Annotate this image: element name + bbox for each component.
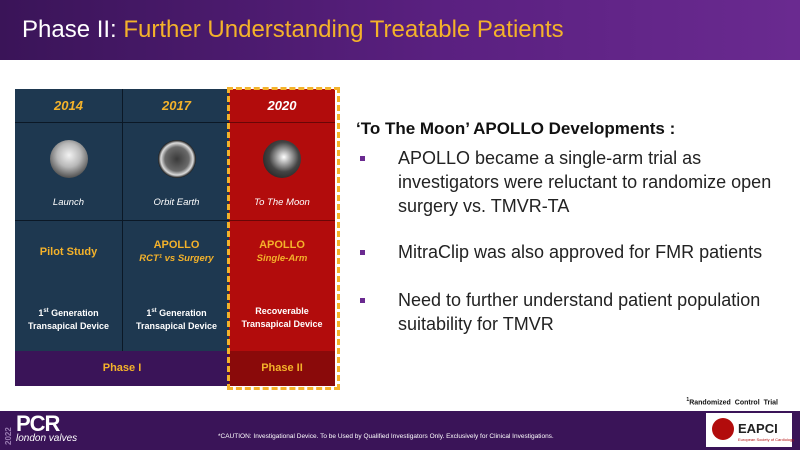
bullet-square-icon	[360, 156, 365, 161]
study-title: APOLLO	[259, 239, 305, 251]
device-sup: st	[43, 308, 49, 314]
earth-orbit-icon	[158, 140, 196, 178]
device-label	[123, 305, 230, 333]
title-highlight: Further Understanding Treatable Patients	[123, 16, 564, 43]
device-line1: Recoverable	[255, 306, 309, 316]
slide-title	[22, 16, 564, 44]
pcr-logo: PCR	[16, 411, 60, 436]
icon-caption: Orbit Earth	[153, 197, 200, 208]
study-cell	[123, 221, 230, 351]
study-title: Pilot Study	[39, 246, 98, 258]
icon-cell	[123, 123, 230, 221]
eapci-logo	[706, 413, 795, 447]
device-line2: Transapical Device	[241, 319, 323, 329]
eapci-subtitle: European Society of Cardiology	[738, 437, 795, 442]
year-label: 2020	[229, 89, 335, 123]
column-2014	[15, 89, 122, 351]
heart-icon	[712, 418, 734, 440]
device-line1: 1	[146, 308, 152, 318]
eapci-label: EAPCI	[738, 421, 778, 436]
study-cell	[15, 221, 122, 351]
device-sup: st	[151, 308, 157, 314]
slide-header	[0, 0, 800, 60]
highlight-dashed-border	[227, 87, 340, 390]
pcr-logo-subtitle: london valves	[16, 433, 78, 444]
bullet-text: APOLLO became a single-arm trial as investigators were reluctant to randomize open surgery vs. TMVR-TA	[398, 148, 772, 216]
footnote-marker: 1	[686, 397, 690, 403]
year-label: 2017	[123, 89, 230, 123]
phase-two-label: Phase II	[229, 351, 335, 386]
bullet-text: Need to further understand patient population suitability for TMVR	[398, 290, 761, 334]
device-line2: Transapical Device	[27, 321, 110, 331]
title-prefix: Phase II:	[22, 16, 124, 43]
logo-year: 2022	[4, 427, 13, 445]
device-label	[15, 305, 122, 333]
bullet-square-icon	[360, 250, 365, 255]
footnote	[686, 397, 778, 406]
icon-caption: To The Moon	[254, 197, 310, 208]
device-line1: 1	[38, 308, 44, 318]
icon-cell	[15, 123, 122, 221]
device-line2: Transapical Device	[135, 321, 218, 331]
study-title: APOLLO	[153, 239, 200, 251]
device-line1b: Generation	[48, 308, 99, 318]
rocket-launch-icon	[50, 140, 88, 178]
phase-one-label: Phase I	[15, 351, 229, 386]
bullet-square-icon	[360, 298, 365, 303]
slide-footer	[0, 411, 800, 450]
study-subtitle: RCT¹ vs Surgery	[139, 253, 214, 264]
developments-title: ‘To The Moon’ APOLLO Developments :	[356, 119, 676, 138]
footnote-text: Randomized Control Trial	[689, 399, 778, 407]
year-label: 2014	[15, 89, 122, 123]
bullet-text: MitraClip was also approved for FMR patients	[398, 242, 763, 262]
icon-caption: Launch	[52, 197, 85, 208]
device-line1b: Generation	[156, 308, 207, 318]
column-2017	[122, 89, 230, 351]
caution-text: *CAUTION: Investigational Device. To be Used by Qualified Investigators Only. Exclusively for Clinical Investigations.	[218, 433, 554, 440]
study-subtitle: Single-Arm	[256, 253, 308, 264]
